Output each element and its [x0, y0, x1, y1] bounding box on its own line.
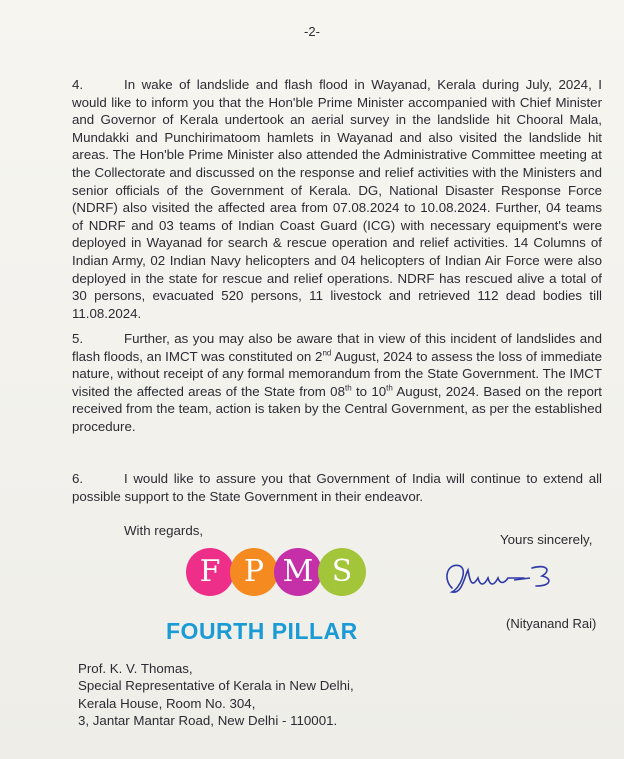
address-line: Prof. K. V. Thomas,	[78, 661, 193, 676]
paragraph-text: August, 2024 to assess the loss of immediate nature, without receipt of any formal memorandum from the State Government. The IMCT visited the affected areas of the State from 08	[72, 348, 602, 399]
superscript: nd	[322, 348, 332, 358]
paragraph-6	[72, 470, 602, 505]
signer-name: (Nityanand Rai)	[506, 616, 597, 631]
paragraph-text: to 10	[351, 383, 387, 399]
page-number: -2-	[304, 24, 320, 39]
paragraph-number: 4.	[72, 77, 84, 92]
paragraph-number: 6.	[72, 471, 84, 486]
closing-yours-sincerely: Yours sincerely,	[500, 532, 593, 547]
paragraph-5	[72, 330, 602, 436]
address-line: 3, Jantar Mantar Road, New Delhi - 110001.	[78, 712, 338, 728]
paragraph-text: August, 2024. Based on the report received from the team, action is taken by the Central Government, as per the established procedure.	[72, 383, 602, 434]
logo-letter-s: S	[318, 548, 366, 596]
address-line: Special Representative of Kerala in New Delhi,	[78, 678, 354, 694]
address-line: Kerala House, Room No. 304,	[78, 695, 256, 711]
logo-letter-f: F	[186, 548, 234, 596]
paragraph-text: In wake of landslide and flash flood in Wayanad, Kerala during July, 2024, I would like to inform you that the Hon'ble Prime Minister accompanied with Chief Minister and Governor of Kerala undertook an aerial survey in the landslide hit Chooral Mala, Mundakki and Punchirimatoom hamlets in Wayanad and also visited the landslide hit areas. The Hon'ble Prime Minister also attended the Administrative Committee meeting at the Collectorate and discussed on the response and relief activities with the Ministers and senior officials of the Government of Kerala. DG, National Disaster Response Force (NDRF) also visited the affected area from 07.08.2024 to 10.08.2024. Further, 04 teams of NDRF and 03 teams of Indian Coast Guard (ICG) with necessary equipment's were deployed in Wayanad for search & rescue operation and relief activities. 14 Columns of Indian Army, 02 Indian Navy helicopters and 04 helicopters of Indian Air Force were also deployed in the state for rescue and relief operations. NDRF has rescued alive a total of 30 persons, evacuated 520 persons, 11 livestock and retrieved 112 dead bodies till 11.08.2024.	[72, 77, 602, 321]
logo-letters	[186, 548, 398, 596]
paragraph-4	[72, 76, 602, 322]
paragraph-text: Further, as you may also be aware that in view of this incident of landslides and flash floods, an IMCT was constituted on 2	[72, 331, 602, 364]
logo-letter-m: M	[274, 548, 322, 596]
closing-regards: With regards,	[124, 523, 204, 538]
logo-brand-name: FOURTH PILLAR	[166, 618, 358, 644]
signature	[434, 548, 584, 606]
recipient-address	[78, 660, 354, 729]
superscript: th	[386, 383, 393, 393]
paragraph-number: 5.	[72, 331, 84, 346]
fpms-logo	[186, 548, 398, 596]
superscript: th	[344, 383, 352, 393]
logo-letter-p: P	[230, 548, 278, 596]
paragraph-text: I would like to assure you that Government of India will continue to extend all possible support to the State Government in their endeavor.	[72, 471, 602, 504]
